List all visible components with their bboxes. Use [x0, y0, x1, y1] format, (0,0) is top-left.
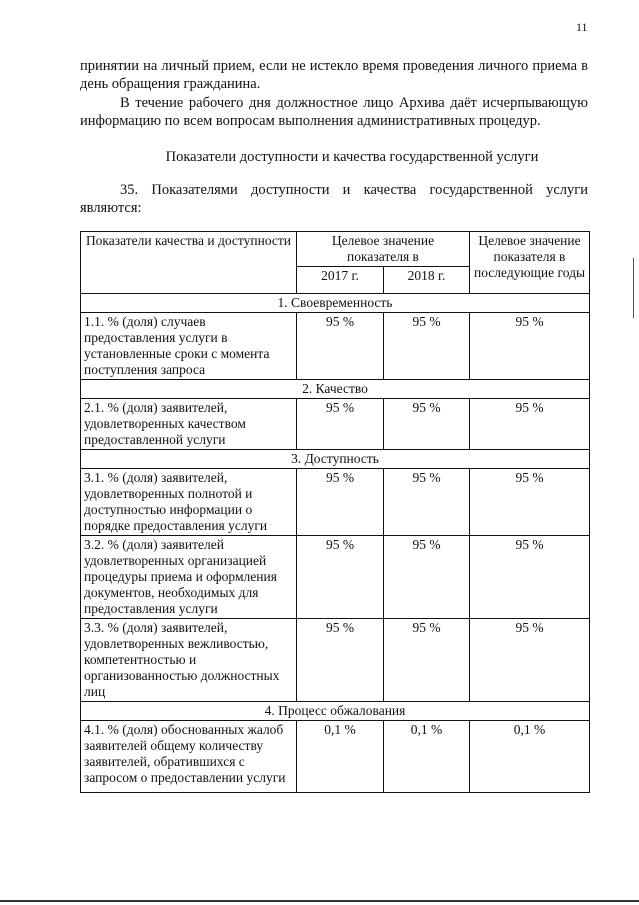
value-future: 0,1 % — [470, 721, 590, 793]
value-2018: 95 % — [384, 399, 470, 450]
table-row — [81, 721, 590, 793]
value-2018: 95 % — [384, 469, 470, 536]
table-row — [81, 469, 590, 536]
indicator-name: 4.1. % (доля) обоснованных жалоб заявителей общему количеству заявителей, обратившихся с запросом о предоставлении услуги — [81, 721, 297, 793]
indicators-table — [80, 231, 590, 793]
group-title: 3. Доступность — [81, 450, 590, 469]
scan-edge-mark — [633, 258, 634, 318]
indicator-name: 1.1. % (доля) случаев предоставления услуги в установленные сроки с момента поступления запроса — [81, 313, 297, 380]
table-row — [81, 313, 590, 380]
table-row — [81, 536, 590, 619]
header-future-years: Целевое значение показателя в последующие годы — [470, 232, 590, 294]
value-future: 95 % — [470, 313, 590, 380]
section-heading: Показатели доступности и качества государственной услуги — [165, 149, 539, 165]
table-row — [81, 399, 590, 450]
paragraph-archive-info: В течение рабочего дня должностное лицо Архива даёт исчерпывающую информацию по всем вопросам выполнения административных процедур. — [80, 95, 588, 129]
value-2017: 95 % — [297, 536, 384, 619]
value-2017: 95 % — [297, 313, 384, 380]
value-2017: 95 % — [297, 469, 384, 536]
indicator-name: 3.3. % (доля) заявителей, удовлетворенных вежливостью, компетентностью и организованностью должностных лиц — [81, 619, 297, 702]
header-year-2018: 2018 г. — [384, 267, 470, 294]
group-title: 2. Качество — [81, 380, 590, 399]
group-title: 1. Своевременность — [81, 294, 590, 313]
scan-bottom-line — [0, 900, 639, 902]
value-2017: 0,1 % — [297, 721, 384, 793]
header-year-2017: 2017 г. — [297, 267, 384, 294]
value-future: 95 % — [470, 536, 590, 619]
value-future: 95 % — [470, 619, 590, 702]
value-future: 95 % — [470, 399, 590, 450]
header-indicator-name: Показатели качества и доступности — [81, 232, 297, 294]
value-2018: 0,1 % — [384, 721, 470, 793]
value-2017: 95 % — [297, 399, 384, 450]
paragraph-indicators-intro: 35. Показателями доступности и качества государственной услуги являются: — [80, 182, 588, 216]
indicator-name: 2.1. % (доля) заявителей, удовлетворенных качеством предоставленной услуги — [81, 399, 297, 450]
page-number: 11 — [576, 20, 588, 34]
value-2017: 95 % — [297, 619, 384, 702]
group-title: 4. Процесс обжалования — [81, 702, 590, 721]
indicator-name: 3.1. % (доля) заявителей, удовлетворенных полнотой и доступностью информации о порядке предоставления услуги — [81, 469, 297, 536]
value-future: 95 % — [470, 469, 590, 536]
header-target-value: Целевое значение показателя в — [297, 232, 470, 267]
paragraph-reception-time: принятии на личный прием, если не истекло время проведения личного приема в день обращения гражданина. — [80, 58, 588, 92]
table-row — [81, 619, 590, 702]
indicator-name: 3.2. % (доля) заявителей удовлетворенных организацией процедуры приема и оформления документов, необходимых для предоставления услуги — [81, 536, 297, 619]
value-2018: 95 % — [384, 313, 470, 380]
value-2018: 95 % — [384, 619, 470, 702]
value-2018: 95 % — [384, 536, 470, 619]
